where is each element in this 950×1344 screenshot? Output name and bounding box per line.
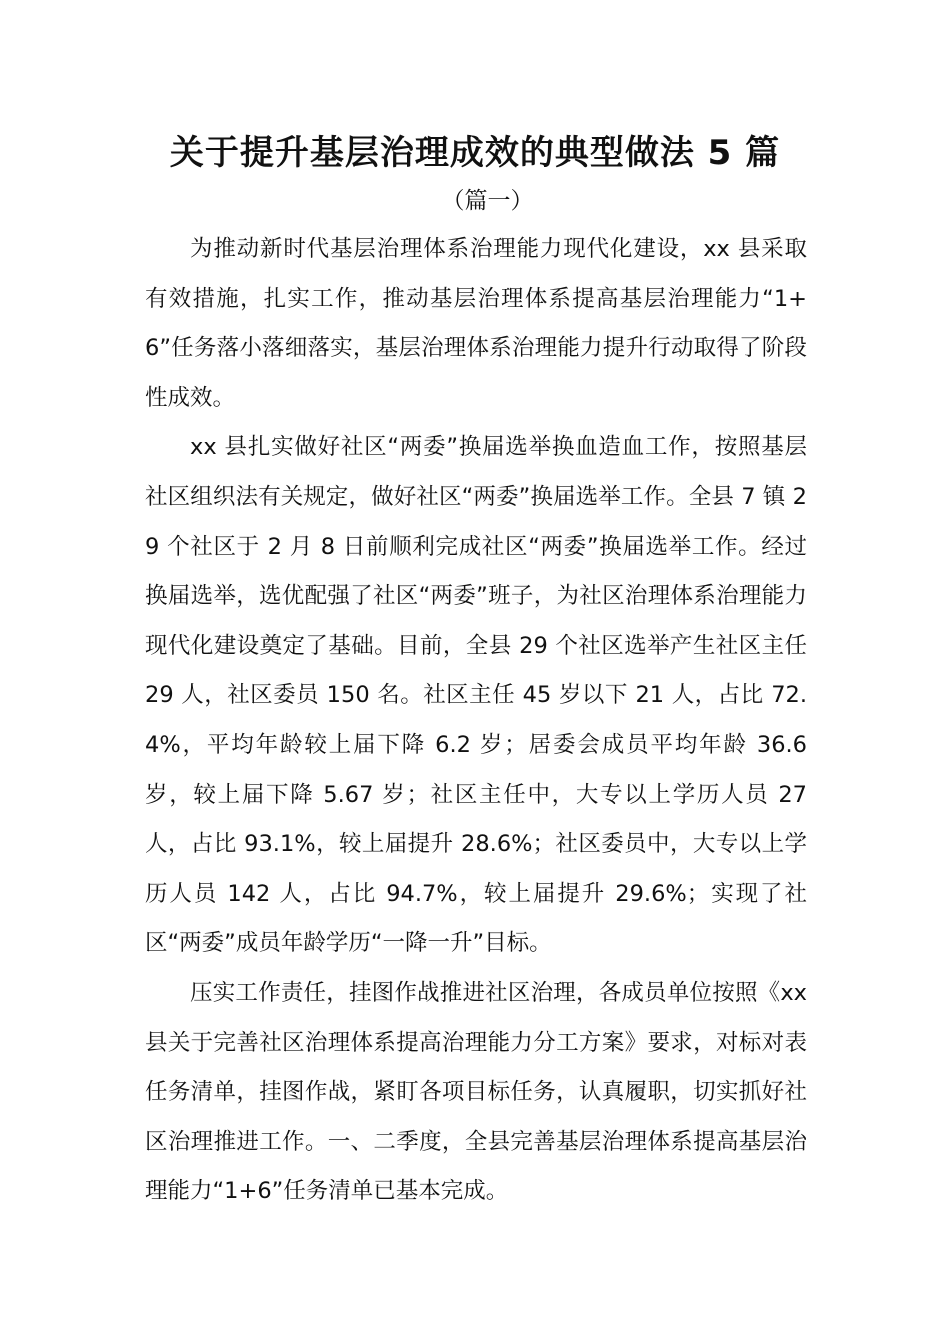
document-body xyxy=(145,225,807,1217)
paragraph-3: 压实工作责任，挂图作战推进社区治理，各成员单位按照《xx 县关于完善社区治理体系提高治理能力分工方案》要求，对标对表任务清单，挂图作战，紧盯各项目标任务，认真履职，切实抓好社区治理推进工作。一、二季度，全县完善基层治理体系提高基层治理能力“1+6”任务清单已基本完成。 xyxy=(145,979,807,1205)
document-subtitle: （篇一） xyxy=(441,188,534,214)
document-title: 关于提升基层治理成效的典型做法 5 篇 xyxy=(169,133,781,173)
paragraph-2: xx 县扎实做好社区“两委”换届选举换血造血工作，按照基层社区组织法有关规定，做好社区“两委”换届选举工作。全县 7 镇 29 个社区于 2 月 8 日前顺利完成社区“两委”换届选举工作。经过换届选举，选优配强了社区“两委”班子，为社区治理体系治理能力现代化建设奠定了基础。目前，全县 29 个社区选举产生社区主任 29 人，社区委员 150 名。社区主任 45 岁以下 21 人，占比 72.4%，平均年龄较上届下降 6.2 岁；居委会成员平均年龄 36.6 岁，较上届下降 5.67 岁；社区主任中，大专以上学历人员 27 人，占比 93.1%，较上届提升 28.6%；社区委员中，大专以上学历人员 142 人，占比 94.7%，较上届提升 29.6%；实现了社区“两委”成员年龄学历“一降一升”目标。 xyxy=(145,434,807,957)
paragraph-1: 为推动新时代基层治理体系治理能力现代化建设，xx 县采取有效措施，扎实工作，推动基层治理体系提高基层治理能力“1+6”任务落小落细落实，基层治理体系治理能力提升行动取得了阶段性成效。 xyxy=(145,236,807,411)
